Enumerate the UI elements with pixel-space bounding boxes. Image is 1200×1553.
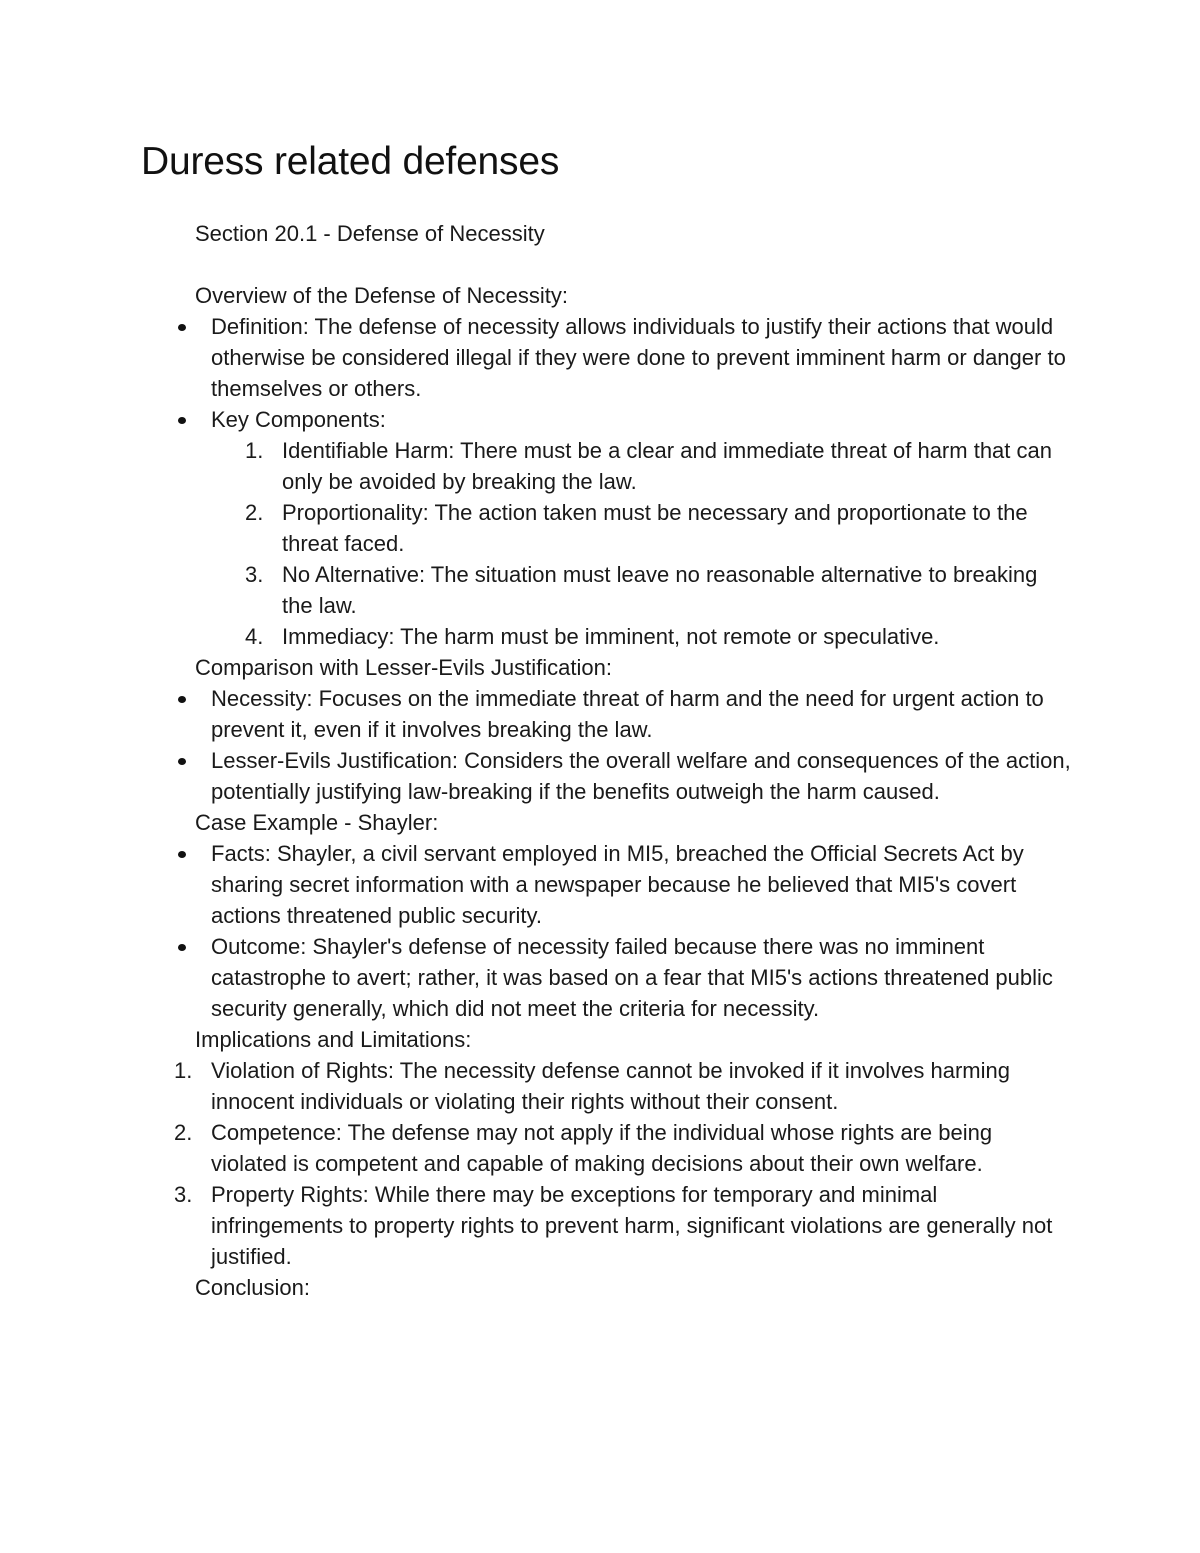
list-number: 4.: [245, 624, 264, 649]
bullet-icon: [178, 417, 186, 424]
list-item: [211, 404, 1071, 435]
bullet-icon: [178, 758, 186, 765]
spacer: [0, 249, 1200, 280]
implications-heading: Implications and Limitations:: [195, 1027, 472, 1052]
comparison-text: Necessity: Focuses on the immediate threat of harm and the need for urgent action to prevent it, even if it involves breaking the law.: [211, 686, 1044, 742]
comparison-text: Lesser-Evils Justification: Considers the overall welfare and consequences of the action, potentially justifying law-breaking if the benefits outweigh the harm caused.: [211, 748, 1071, 804]
component-text: Immediacy: The harm must be imminent, not remote or speculative.: [282, 624, 940, 649]
implication-text: Violation of Rights: The necessity defense cannot be invoked if it involves harming innocent individuals or violating their rights without their consent.: [211, 1058, 1010, 1114]
list-item: [211, 683, 1071, 745]
implication-text: Competence: The defense may not apply if the individual whose rights are being violated is competent and capable of making decisions about their own welfare.: [211, 1120, 993, 1176]
implication-text: Property Rights: While there may be exceptions for temporary and minimal infringements to property rights to prevent harm, significant violations are generally not justified.: [211, 1182, 1053, 1269]
list-item: [245, 559, 1072, 621]
list-item: [211, 838, 1071, 931]
list-number: 3.: [174, 1182, 193, 1207]
list-item: [211, 311, 1071, 404]
case-facts-text: Facts: Shayler, a civil servant employed in MI5, breached the Official Secrets Act by sharing secret information with a newspaper because he believed that MI5's covert actions threatened public security.: [211, 841, 1024, 928]
list-item: [211, 745, 1071, 807]
list-item: [245, 435, 1072, 497]
list-item: [174, 1179, 1071, 1272]
document-body: [0, 218, 1200, 1303]
key-components-label: Key Components:: [211, 407, 386, 432]
list-number: 2.: [174, 1120, 193, 1145]
list-item: [174, 1117, 1071, 1179]
component-text: Proportionality: The action taken must be necessary and proportionate to the threat faced.: [282, 500, 1028, 556]
case-outcome-text: Outcome: Shayler's defense of necessity failed because there was no imminent catastrophe to avert; rather, it was based on a fear that MI5's actions threatened public security generally, which did not meet the criteria for necessity.: [211, 934, 1053, 1021]
list-number: 3.: [245, 562, 264, 587]
bullet-icon: [178, 944, 186, 951]
definition-text: Definition: The defense of necessity allows individuals to justify their actions that would otherwise be considered illegal if they were done to prevent imminent harm or danger to themselves or others.: [211, 314, 1066, 401]
list-number: 1.: [245, 438, 264, 463]
bullet-icon: [178, 696, 186, 703]
document-title: Duress related defenses: [141, 140, 560, 183]
component-text: No Alternative: The situation must leave no reasonable alternative to breaking the law.: [282, 562, 1038, 618]
conclusion-heading: Conclusion:: [195, 1275, 310, 1300]
list-item: [245, 497, 1072, 559]
list-number: 1.: [174, 1058, 193, 1083]
list-item: [174, 1055, 1071, 1117]
section-heading: Section 20.1 - Defense of Necessity: [195, 221, 545, 246]
bullet-icon: [178, 851, 186, 858]
list-item: [211, 931, 1071, 1024]
list-number: 2.: [245, 500, 264, 525]
component-text: Identifiable Harm: There must be a clear and immediate threat of harm that can only be avoided by breaking the law.: [282, 438, 1052, 494]
comparison-heading: Comparison with Lesser-Evils Justification:: [195, 655, 612, 680]
case-heading: Case Example - Shayler:: [195, 810, 439, 835]
overview-heading: Overview of the Defense of Necessity:: [195, 283, 568, 308]
bullet-icon: [178, 324, 186, 331]
list-item: [245, 621, 1072, 652]
